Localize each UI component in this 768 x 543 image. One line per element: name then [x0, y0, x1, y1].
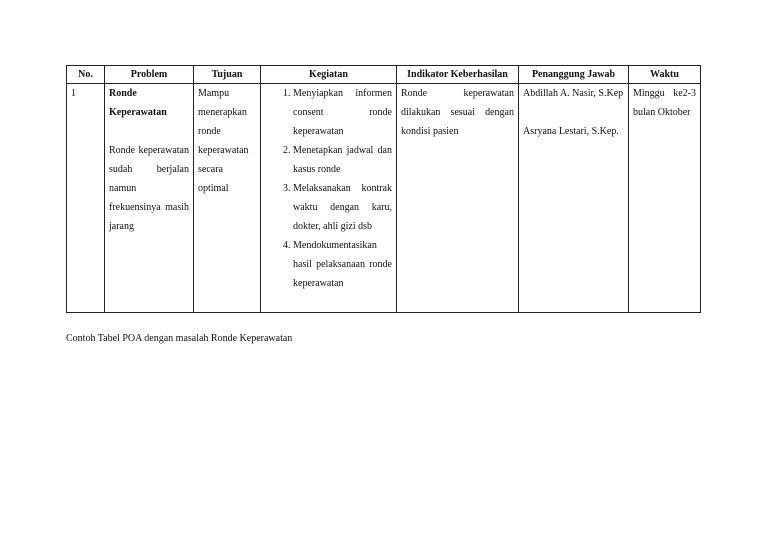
table-header-row [67, 66, 701, 84]
kegiatan-list [265, 84, 392, 293]
header-problem: Problem [105, 66, 194, 84]
pj-name-1: Abdillah A. Nasir, S.Kep [523, 88, 624, 99]
header-waktu: Waktu [629, 66, 701, 84]
poa-table [66, 65, 701, 313]
cell-no: 1 [67, 84, 105, 313]
table-caption: Contoh Tabel POA dengan masalah Ronde Keperawatan [66, 333, 293, 344]
list-item: 1. Menyiapkan informen consent ronde keperawatan [293, 84, 392, 141]
header-kegiatan: Kegiatan [261, 66, 397, 84]
list-item: 4. Mendokumentasikan hasil pelaksanaan ronde keperawatan [293, 236, 392, 293]
list-item: 2. Menetapkan jadwal dan kasus ronde [293, 141, 392, 179]
header-tujuan: Tujuan [194, 66, 261, 84]
cell-penanggung-jawab [519, 84, 629, 313]
cell-kegiatan [261, 84, 397, 313]
cell-indikator: Ronde keperawatan dilakukan sesuai dengan kondisi pasien [397, 84, 519, 313]
header-no: No. [67, 66, 105, 84]
header-indikator: Indikator Keberhasilan [397, 66, 519, 84]
pj-name-2: Asryana Lestari, S.Kep. [523, 126, 619, 137]
table-row [67, 84, 701, 313]
cell-tujuan: Mampu menerapkan ronde keperawatan secara optimal [194, 84, 261, 313]
header-penanggung-jawab: Penanggung Jawab [519, 66, 629, 84]
problem-text: Ronde keperawatan sudah berjalan namun frekuensinya masih jarang [109, 145, 189, 232]
list-item: 3. Melaksanakan kontrak waktu dengan karu, dokter, ahli gizi dsb [293, 179, 392, 236]
cell-problem [105, 84, 194, 313]
cell-waktu: Minggu ke2-3 bulan Oktober [629, 84, 701, 313]
problem-title: Ronde Keperawatan [109, 88, 167, 118]
